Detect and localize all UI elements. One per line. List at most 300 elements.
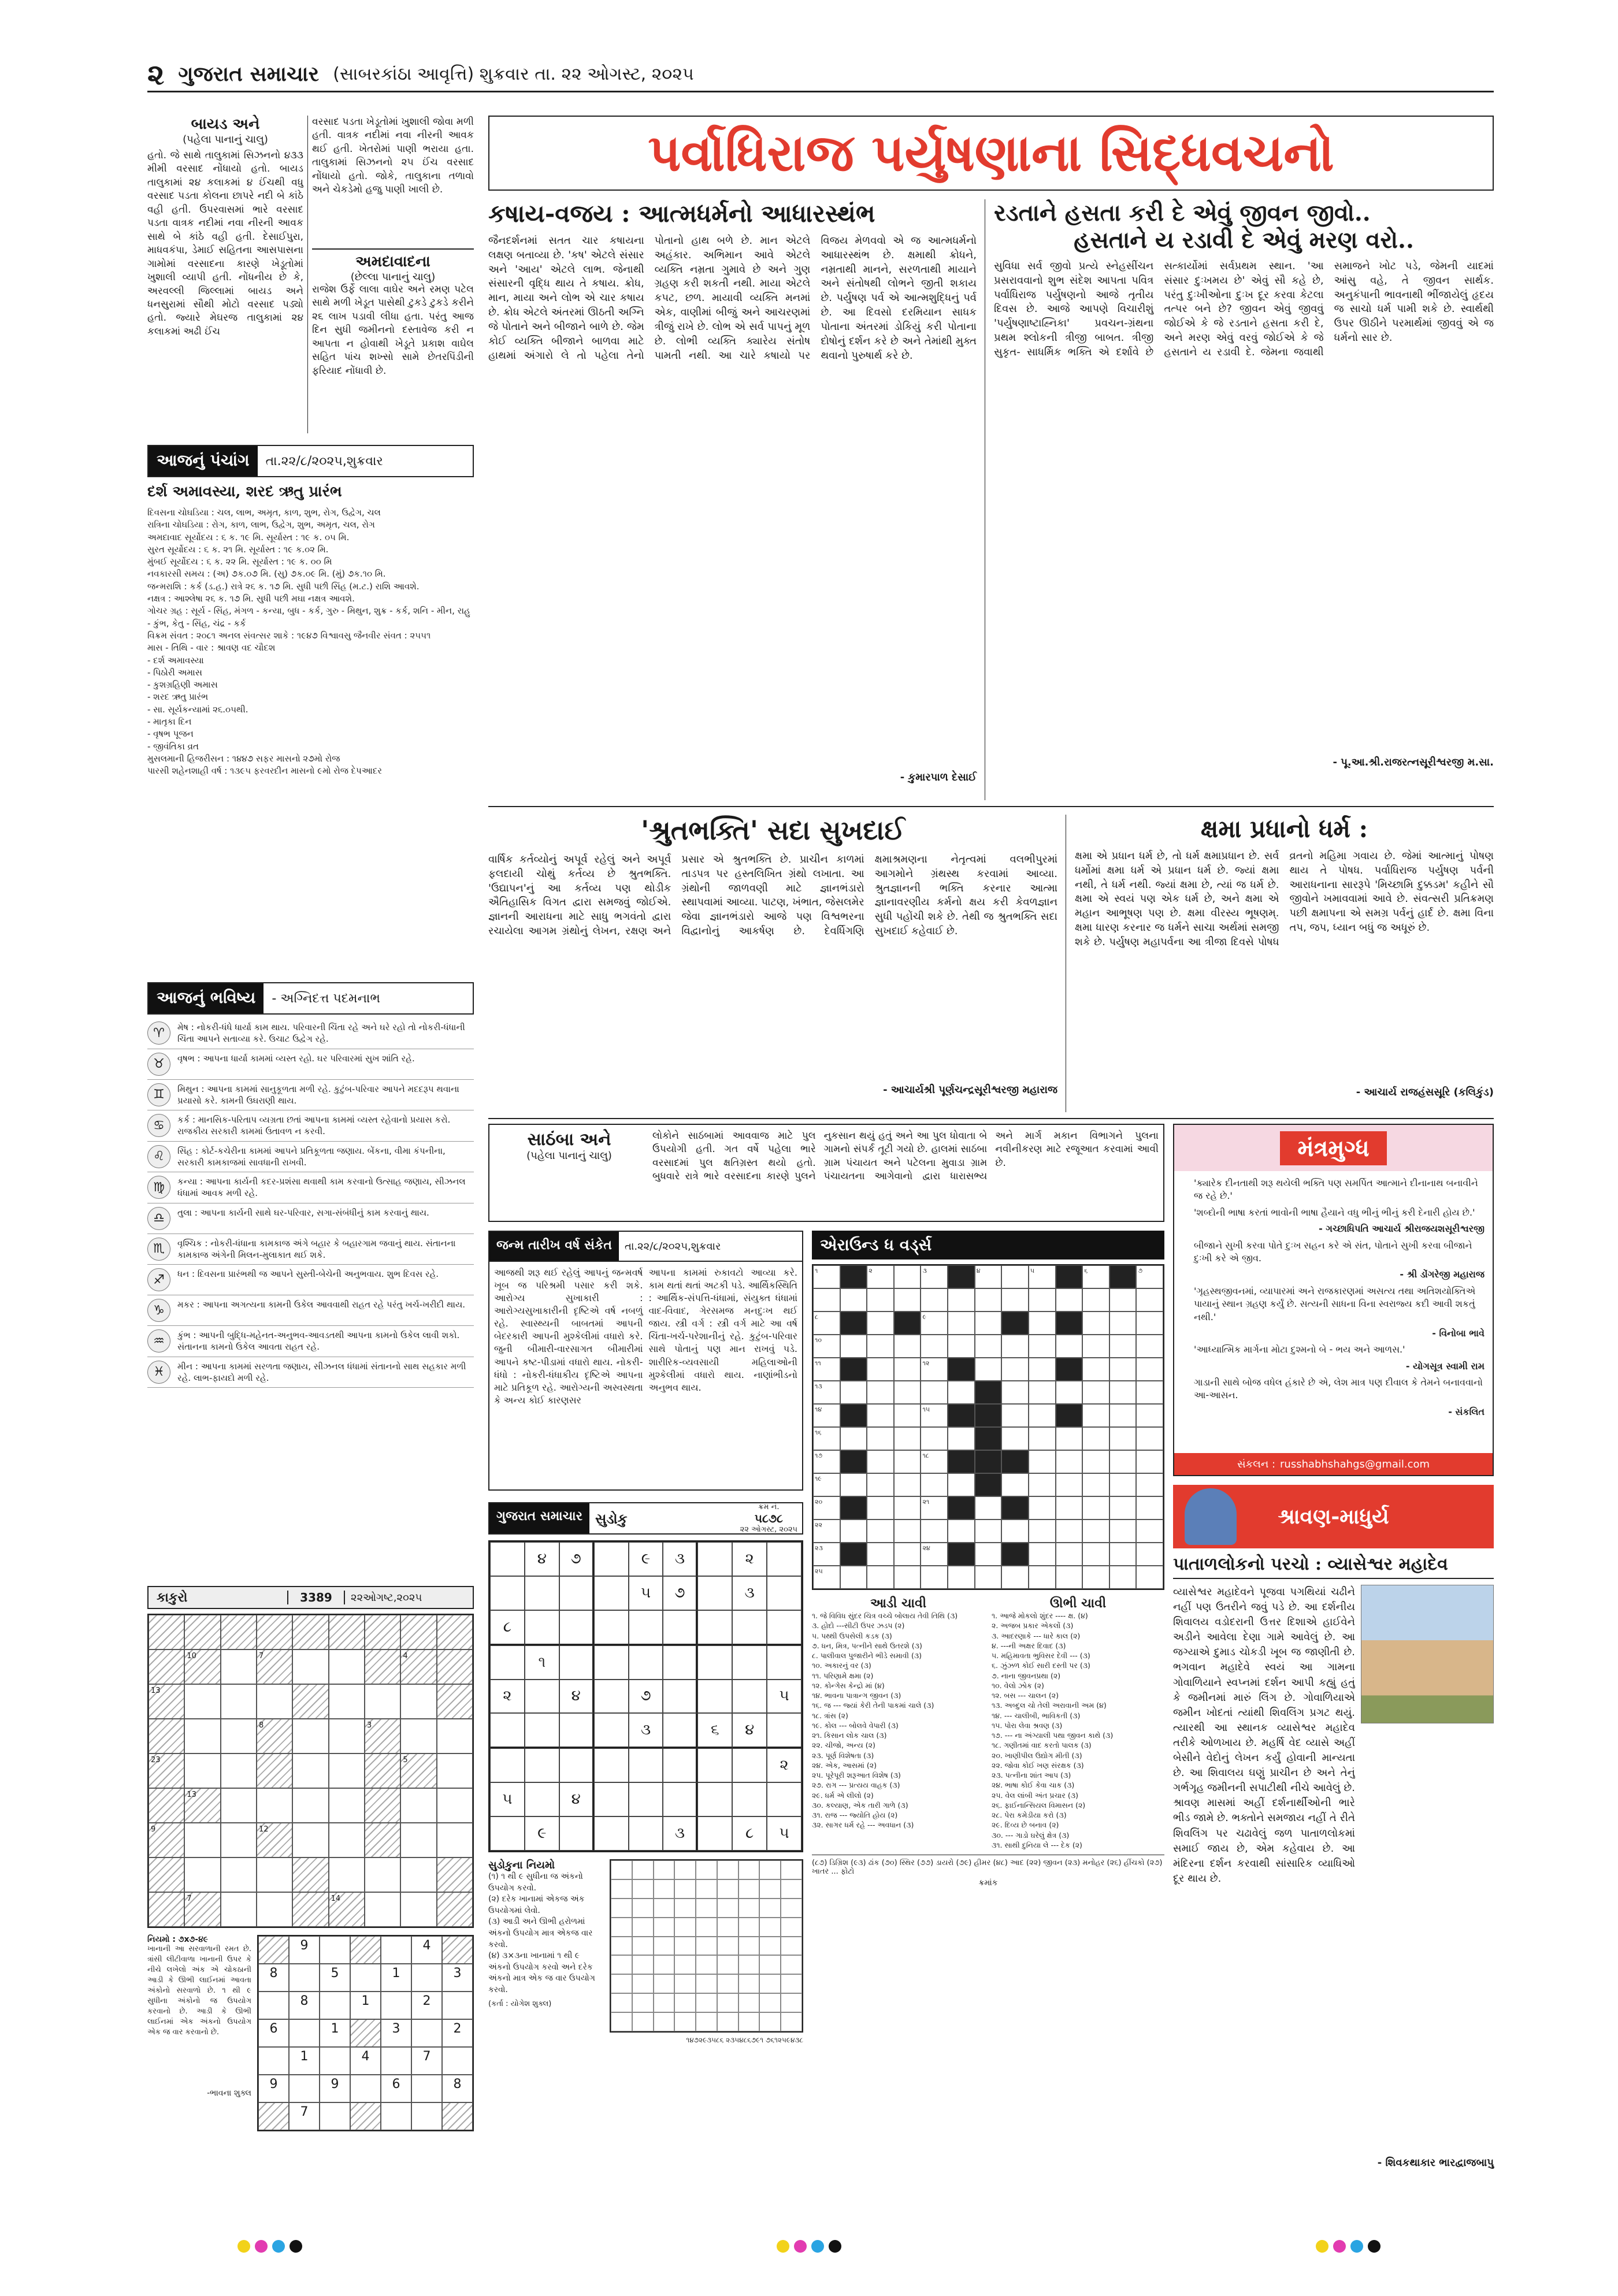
sudoku-cell[interactable] <box>697 1816 732 1851</box>
crossword-cell[interactable] <box>894 1496 921 1519</box>
sudoku-cell[interactable]: ૧ <box>525 1645 559 1680</box>
crossword-cell[interactable]: ૨૨ <box>813 1519 840 1543</box>
crossword-cell[interactable] <box>894 1543 921 1566</box>
sudoku-answer-cell <box>674 1860 696 1879</box>
crossword-cell[interactable] <box>1136 1566 1163 1589</box>
crossword-cell[interactable] <box>975 1496 1002 1519</box>
sudoku-cell[interactable]: ૮ <box>490 1610 525 1645</box>
kakuro-cell[interactable] <box>365 1684 400 1719</box>
crossword-cell[interactable] <box>1082 1358 1109 1381</box>
crossword-cell[interactable] <box>1029 1427 1056 1450</box>
crossword-cell[interactable] <box>1001 1566 1029 1589</box>
crossword-cell[interactable] <box>1056 1496 1083 1519</box>
sudoku-cell[interactable]: ૫ <box>490 1782 525 1816</box>
crossword-cell[interactable]: ૨૫ <box>813 1566 840 1589</box>
crossword-cell[interactable] <box>1136 1335 1163 1358</box>
sudoku-rules-title: સુડોકુના નિયમો <box>488 1859 555 1871</box>
crossword-cell[interactable]: ૧૯ <box>813 1473 840 1496</box>
crossword-cell[interactable] <box>1109 1358 1137 1381</box>
crossword-cell[interactable]: ૯ <box>921 1312 948 1335</box>
crossword-cell[interactable] <box>813 1288 840 1312</box>
crossword-cell[interactable] <box>1136 1519 1163 1543</box>
crossword-cell[interactable] <box>840 1519 867 1543</box>
sudoku-cell[interactable] <box>594 1748 629 1782</box>
sudoku-cell[interactable]: ૪ <box>732 1713 767 1748</box>
crossword-cell[interactable] <box>1001 1381 1029 1404</box>
kakuro-cell[interactable] <box>184 1753 220 1788</box>
crossword-cell[interactable]: ૨૧ <box>921 1496 948 1519</box>
crossword-cell[interactable] <box>1029 1288 1056 1312</box>
sudoku-answer-cell <box>674 1993 696 2012</box>
sudoku-cell[interactable]: ૫ <box>767 1816 801 1851</box>
kakuro-cell[interactable] <box>437 1719 473 1753</box>
sudoku-cell[interactable] <box>663 1782 697 1816</box>
sudoku-cell[interactable] <box>732 1748 767 1782</box>
crossword-cell[interactable] <box>1082 1519 1109 1543</box>
sudoku-cell[interactable]: ૨ <box>490 1680 525 1714</box>
kakuro-cell[interactable] <box>365 1857 400 1892</box>
crossword-cell[interactable] <box>867 1381 894 1404</box>
crossword-cell[interactable] <box>1082 1543 1109 1566</box>
sudoku-cell[interactable]: ૨ <box>767 1748 801 1782</box>
crossword-cell[interactable] <box>1082 1450 1109 1473</box>
bayad-sub: (પહેલા પાનાનું ચાલુ) <box>183 133 268 146</box>
kakuro-grid[interactable] <box>147 1614 474 1928</box>
crossword-cell[interactable] <box>1109 1566 1137 1589</box>
crossword-cell[interactable] <box>948 1288 975 1312</box>
crossword-cell[interactable] <box>1082 1427 1109 1450</box>
crossword-cell[interactable] <box>840 1566 867 1589</box>
sudoku-cell[interactable] <box>559 1748 594 1782</box>
sudoku-cell[interactable] <box>559 1610 594 1645</box>
crossword-cell[interactable] <box>867 1450 894 1473</box>
crossword-cell[interactable] <box>1136 1427 1163 1450</box>
sudoku-cell[interactable]: ૫ <box>629 1576 663 1610</box>
crossword-cell[interactable] <box>1029 1335 1056 1358</box>
crossword-cell[interactable] <box>1136 1496 1163 1519</box>
sudoku-cell[interactable]: ૮ <box>732 1816 767 1851</box>
kakuro-cell[interactable] <box>257 1857 292 1892</box>
kakuro-cell[interactable] <box>257 1788 292 1823</box>
sudoku-cell[interactable] <box>767 1610 801 1645</box>
crossword-cell[interactable] <box>1136 1450 1163 1473</box>
crossword-cell[interactable] <box>1056 1519 1083 1543</box>
sudoku-cell[interactable] <box>594 1816 629 1851</box>
crossword-cell[interactable]: ૧૫ <box>921 1404 948 1427</box>
crossword-cell[interactable] <box>1109 1450 1137 1473</box>
sudoku-cell[interactable] <box>663 1680 697 1714</box>
sudoku-grid[interactable] <box>488 1540 803 1852</box>
crossword-cell[interactable] <box>1029 1519 1056 1543</box>
kakuro-cell[interactable] <box>329 1788 365 1823</box>
sudoku-cell[interactable]: ૯ <box>629 1542 663 1576</box>
sudoku-answer-cell <box>759 1899 781 1918</box>
down-clue: ૨૮. પેરા કમેડીયા કરો (૩) <box>992 1811 1067 1819</box>
crossword-cell[interactable]: ૧૦ <box>813 1335 840 1358</box>
sudoku-cell[interactable] <box>663 1610 697 1645</box>
kakuro-cell[interactable] <box>437 1788 473 1823</box>
crossword-cell[interactable] <box>1056 1473 1083 1496</box>
crossword-cell[interactable] <box>1109 1335 1137 1358</box>
crossword-cell[interactable] <box>975 1519 1002 1543</box>
kakuro-cell[interactable] <box>400 1892 436 1927</box>
sudoku-cell[interactable] <box>594 1610 629 1645</box>
kakuro-cell[interactable] <box>400 1857 436 1892</box>
mantra-email[interactable]: russhabhshahgs@gmail.com <box>1280 1458 1430 1470</box>
crossword-cell[interactable] <box>867 1404 894 1427</box>
crossword-cell[interactable] <box>975 1358 1002 1381</box>
crossword-cell[interactable] <box>894 1265 921 1288</box>
sudoku-cell[interactable]: ૭ <box>663 1576 697 1610</box>
kakuro-cell[interactable] <box>184 1857 220 1892</box>
crossword-cell[interactable] <box>840 1381 867 1404</box>
sudoku-cell[interactable] <box>629 1816 663 1851</box>
crossword-cell[interactable] <box>1082 1381 1109 1404</box>
crossword-cell[interactable] <box>1136 1404 1163 1427</box>
crossword-cell[interactable] <box>975 1543 1002 1566</box>
crossword-grid[interactable] <box>812 1264 1164 1590</box>
kakuro-cell[interactable] <box>329 1684 365 1719</box>
crossword-cell[interactable] <box>894 1450 921 1473</box>
crossword-cell[interactable] <box>948 1381 975 1404</box>
crossword-cell[interactable] <box>1056 1381 1083 1404</box>
crossword-cell[interactable] <box>894 1335 921 1358</box>
crossword-cell[interactable]: ૨૩ <box>813 1543 840 1566</box>
kakuro-cell[interactable] <box>400 1788 436 1823</box>
sudoku-cell[interactable] <box>490 1713 525 1748</box>
sudoku-cell[interactable] <box>697 1748 732 1782</box>
crossword-cell[interactable] <box>1136 1288 1163 1312</box>
sudoku-cell[interactable] <box>767 1645 801 1680</box>
kakuro-cell[interactable] <box>292 1788 328 1823</box>
crossword-cell[interactable] <box>1109 1312 1137 1335</box>
crossword-cell[interactable] <box>1001 1288 1029 1312</box>
sudoku-cell[interactable] <box>732 1610 767 1645</box>
crossword-cell[interactable] <box>1136 1381 1163 1404</box>
crossword-cell[interactable] <box>921 1473 948 1496</box>
crossword-cell[interactable] <box>1109 1543 1137 1566</box>
sudoku-cell[interactable] <box>490 1542 525 1576</box>
sudoku-cell[interactable] <box>525 1782 559 1816</box>
crossword-cell[interactable] <box>921 1335 948 1358</box>
kakuro-cell[interactable] <box>400 1823 436 1857</box>
crossword-cell[interactable]: ૭ <box>1136 1265 1163 1288</box>
crossword-cell[interactable] <box>921 1427 948 1450</box>
crossword-cell[interactable] <box>975 1312 1002 1335</box>
crossword-cell[interactable] <box>1056 1335 1083 1358</box>
crossword-cell[interactable] <box>894 1566 921 1589</box>
crossword-cell[interactable] <box>867 1335 894 1358</box>
crossword-cell[interactable] <box>948 1473 975 1496</box>
sudoku-cell[interactable] <box>594 1645 629 1680</box>
sudoku-cell[interactable] <box>525 1680 559 1714</box>
crossword-cell[interactable] <box>1109 1519 1137 1543</box>
kakuro-cell[interactable] <box>184 1684 220 1719</box>
crossword-cell[interactable]: ૨૦ <box>813 1496 840 1519</box>
crossword-cell[interactable] <box>894 1427 921 1450</box>
crossword-cell[interactable] <box>1029 1404 1056 1427</box>
sudoku-cell[interactable] <box>697 1782 732 1816</box>
crossword-cell[interactable] <box>948 1335 975 1358</box>
kakuro-cell[interactable] <box>329 1753 365 1788</box>
crossword-cell[interactable] <box>1082 1312 1109 1335</box>
sudoku-number: ૫૮૭૮ <box>754 1511 783 1525</box>
crossword-cell[interactable] <box>975 1288 1002 1312</box>
crossword-cell[interactable] <box>894 1358 921 1381</box>
sudoku-cell[interactable]: ૪ <box>559 1782 594 1816</box>
kakuro-cell[interactable] <box>221 1753 257 1788</box>
sudoku-cell[interactable] <box>594 1713 629 1748</box>
sudoku-cell[interactable] <box>663 1748 697 1782</box>
crossword-cell[interactable]: ૧ <box>813 1265 840 1288</box>
crossword-cell[interactable]: ૧૭ <box>813 1450 840 1473</box>
sudoku-cell[interactable] <box>663 1713 697 1748</box>
crossword-cell[interactable] <box>1001 1265 1029 1288</box>
crossword-cell[interactable] <box>975 1566 1002 1589</box>
crossword-cell[interactable] <box>1136 1358 1163 1381</box>
sudoku-cell[interactable]: ૩ <box>629 1713 663 1748</box>
kakuro-cell[interactable] <box>292 1823 328 1857</box>
crossword-block <box>948 1496 975 1519</box>
sudoku-cell[interactable] <box>629 1645 663 1680</box>
crossword-cell[interactable] <box>948 1312 975 1335</box>
kakuro-cell[interactable] <box>400 1684 436 1719</box>
sudoku-answer-cell <box>632 1974 654 1993</box>
crossword-cell[interactable] <box>1056 1566 1083 1589</box>
sudoku-cell[interactable] <box>767 1713 801 1748</box>
panchang-line: - જીવંતિકા વ્રત <box>147 741 199 752</box>
crossword-cell[interactable] <box>867 1312 894 1335</box>
crossword-cell[interactable] <box>867 1566 894 1589</box>
sudoku-cell[interactable]: ૯ <box>525 1816 559 1851</box>
crossword-cell[interactable] <box>948 1427 975 1450</box>
crossword-cell[interactable] <box>1029 1312 1056 1335</box>
crossword-cell[interactable]: ૪ <box>975 1265 1002 1288</box>
kakuro-answer-cell: 7 <box>411 2047 442 2075</box>
crossword-cell[interactable] <box>840 1288 867 1312</box>
kakuro-cell[interactable] <box>329 1857 365 1892</box>
sudoku-cell[interactable] <box>697 1645 732 1680</box>
kakuro-cell[interactable] <box>184 1823 220 1857</box>
crossword-cell[interactable] <box>867 1358 894 1381</box>
kakuro-cell[interactable] <box>221 1684 257 1719</box>
crossword-cell[interactable]: ૨૪ <box>921 1543 948 1566</box>
crossword-cell[interactable] <box>894 1381 921 1404</box>
crossword-cell[interactable] <box>1136 1473 1163 1496</box>
sudoku-cell[interactable] <box>490 1576 525 1610</box>
kakuro-cell[interactable] <box>221 1892 257 1927</box>
sudoku-cell[interactable] <box>490 1816 525 1851</box>
kakuro-cell[interactable] <box>257 1892 292 1927</box>
kakuro-cell[interactable] <box>221 1823 257 1857</box>
crossword-cell[interactable] <box>1029 1566 1056 1589</box>
crossword-cell[interactable] <box>894 1404 921 1427</box>
sudoku-cell[interactable] <box>525 1610 559 1645</box>
crossword-block <box>975 1381 1002 1404</box>
sudoku-cell[interactable] <box>559 1816 594 1851</box>
sudoku-cell[interactable] <box>525 1748 559 1782</box>
crossword-cell[interactable] <box>894 1288 921 1312</box>
crossword-cell[interactable] <box>1029 1450 1056 1473</box>
kakuro-cell[interactable] <box>437 1753 473 1788</box>
crossword-cell[interactable] <box>921 1519 948 1543</box>
sudoku-cell[interactable] <box>559 1713 594 1748</box>
crossword-cell[interactable] <box>1056 1427 1083 1450</box>
crossword-cell[interactable]: ૧૧ <box>813 1358 840 1381</box>
sudoku-cell[interactable] <box>559 1645 594 1680</box>
crossword-cell[interactable] <box>1109 1427 1137 1450</box>
crossword-cell[interactable] <box>867 1473 894 1496</box>
crossword-cell[interactable] <box>1029 1381 1056 1404</box>
crossword-cell[interactable] <box>1082 1566 1109 1589</box>
crossword-cell[interactable] <box>1029 1543 1056 1566</box>
crossword-cell[interactable] <box>1082 1496 1109 1519</box>
crossword-cell[interactable] <box>840 1427 867 1450</box>
kakuro-answer-cell: 5 <box>320 1964 350 1992</box>
crossword-cell[interactable] <box>1001 1358 1029 1381</box>
crossword-cell[interactable]: ૩ <box>921 1265 948 1288</box>
sudoku-cell[interactable]: ૪ <box>559 1680 594 1714</box>
crossword-cell[interactable] <box>867 1496 894 1519</box>
crossword-cell[interactable] <box>921 1566 948 1589</box>
crossword-cell[interactable] <box>1082 1335 1109 1358</box>
sudoku-cell[interactable] <box>490 1645 525 1680</box>
crossword-cell[interactable]: ૨ <box>867 1265 894 1288</box>
crossword-cell[interactable] <box>1109 1473 1137 1496</box>
kakuro-block <box>149 1649 184 1684</box>
crossword-cell[interactable] <box>1082 1288 1109 1312</box>
sudoku-cell[interactable] <box>594 1782 629 1816</box>
crossword-cell[interactable] <box>1001 1519 1029 1543</box>
crossword-cell[interactable] <box>867 1543 894 1566</box>
crossword-cell[interactable] <box>1029 1358 1056 1381</box>
sudoku-cell[interactable] <box>629 1610 663 1645</box>
sudoku-cell[interactable] <box>594 1680 629 1714</box>
crossword-cell[interactable]: ૧૩ <box>813 1381 840 1404</box>
sudoku-cell[interactable]: ૭ <box>629 1680 663 1714</box>
crossword-cell[interactable] <box>1001 1404 1029 1427</box>
crossword-cell[interactable] <box>1109 1288 1137 1312</box>
crossword-cell[interactable] <box>1136 1312 1163 1335</box>
crossword-cell[interactable] <box>867 1427 894 1450</box>
sudoku-cell[interactable] <box>490 1748 525 1782</box>
kakuro-cell[interactable] <box>221 1857 257 1892</box>
crossword-cell[interactable] <box>921 1288 948 1312</box>
sudoku-cell[interactable]: ૩ <box>663 1542 697 1576</box>
sudoku-cell[interactable] <box>525 1713 559 1748</box>
kakuro-cell[interactable] <box>329 1719 365 1753</box>
crossword-cell[interactable] <box>867 1519 894 1543</box>
sudoku-cell[interactable] <box>767 1576 801 1610</box>
sudoku-cell[interactable] <box>767 1542 801 1576</box>
crossword-cell[interactable]: ૮ <box>813 1312 840 1335</box>
sudoku-answer-cell <box>674 2012 696 2031</box>
kakuro-cell[interactable] <box>221 1788 257 1823</box>
kakuro-cell[interactable] <box>437 1823 473 1857</box>
sudoku-cell[interactable] <box>732 1645 767 1680</box>
crossword-cell[interactable] <box>1082 1404 1109 1427</box>
sudoku-cell[interactable] <box>629 1782 663 1816</box>
sudoku-cell[interactable]: ૩ <box>732 1576 767 1610</box>
crossword-cell[interactable]: ૬ <box>1082 1265 1109 1288</box>
crossword-cell[interactable] <box>1109 1381 1137 1404</box>
crossword-cell[interactable]: ૧૨ <box>921 1358 948 1381</box>
sudoku-cell[interactable] <box>559 1576 594 1610</box>
janma-box <box>488 1231 803 1491</box>
sudoku-cell[interactable] <box>697 1610 732 1645</box>
crossword-cell[interactable] <box>1001 1335 1029 1358</box>
sudoku-cell[interactable]: ૫ <box>767 1680 801 1714</box>
sudoku-cell[interactable]: ૨ <box>732 1542 767 1576</box>
sudoku-cell[interactable] <box>697 1576 732 1610</box>
sudoku-cell[interactable] <box>594 1576 629 1610</box>
sudoku-cell[interactable]: ૭ <box>559 1542 594 1576</box>
sudoku-cell[interactable] <box>732 1680 767 1714</box>
crossword-cell[interactable] <box>1109 1496 1137 1519</box>
crossword-cell[interactable] <box>1056 1288 1083 1312</box>
crossword-cell[interactable] <box>1056 1450 1083 1473</box>
kakuro-cell[interactable] <box>221 1649 257 1684</box>
crossword-cell[interactable] <box>894 1519 921 1543</box>
crossword-cell[interactable] <box>1109 1404 1137 1427</box>
kakuro-cell[interactable] <box>365 1892 400 1927</box>
sudoku-cell[interactable]: ૬ <box>697 1713 732 1748</box>
sudoku-cell[interactable] <box>697 1680 732 1714</box>
sudoku-cell[interactable] <box>525 1576 559 1610</box>
sudoku-cell[interactable] <box>697 1542 732 1576</box>
sudoku-cell[interactable] <box>767 1782 801 1816</box>
across-clue: ૧. જે વિવિધ સુંદર ચિત્ર વચ્ચે બોલાય તેવી તિથિ (૩) <box>812 1611 958 1620</box>
sudoku-cell[interactable]: ૩ <box>663 1816 697 1851</box>
crossword-cell[interactable] <box>894 1473 921 1496</box>
crossword-cell[interactable]: ૫ <box>1029 1265 1056 1288</box>
kakuro-cell[interactable] <box>329 1823 365 1857</box>
kakuro-cell[interactable] <box>400 1719 436 1753</box>
kakuro-cell[interactable] <box>329 1649 365 1684</box>
crossword-cell[interactable] <box>921 1381 948 1404</box>
kakuro-cell[interactable] <box>292 1753 328 1788</box>
crossword-cell[interactable]: ૧૬ <box>813 1427 840 1450</box>
sudoku-cell[interactable] <box>732 1782 767 1816</box>
crossword-cell[interactable] <box>1056 1543 1083 1566</box>
crossword-cell[interactable] <box>1001 1473 1029 1496</box>
kakuro-rules: ખાનાની આ સરવાળાની રમત છે. ત્રાંસી લીટીવાળા ખાનાની ઉપર કે નીચે લખેલો અંક એ ચોકઠાની આડી કે ઊભી લાઈનમાં આવતા અંકોનો સરવાળો છે. ૧ થી ૯ સુધીના અંકોનો જ ઉપયોગ કરવાનો છે. આડી કે ઊભી લાઈનમાં એક અંકનો ઉપયોગ એક જ વાર કરવાનો છે. <box>147 1945 251 2037</box>
kakuro-cell[interactable] <box>221 1719 257 1753</box>
sudoku-cell[interactable]: ૪ <box>525 1542 559 1576</box>
kakuro-cell[interactable] <box>292 1719 328 1753</box>
crossword-cell[interactable] <box>948 1519 975 1543</box>
crossword-cell[interactable] <box>1001 1427 1029 1450</box>
crossword-cell[interactable] <box>1082 1473 1109 1496</box>
crossword-cell[interactable] <box>975 1335 1002 1358</box>
crossword-cell[interactable] <box>1136 1543 1163 1566</box>
crossword-cell[interactable] <box>840 1335 867 1358</box>
sudoku-cell[interactable] <box>629 1748 663 1782</box>
crossword-cell[interactable] <box>1029 1496 1056 1519</box>
kakuro-cell[interactable] <box>292 1649 328 1684</box>
crossword-cell[interactable] <box>867 1288 894 1312</box>
sudoku-cell[interactable] <box>663 1645 697 1680</box>
crossword-cell[interactable] <box>1029 1473 1056 1496</box>
kakuro-cell[interactable] <box>257 1684 292 1719</box>
sudoku-cell[interactable] <box>594 1542 629 1576</box>
crossword-cell[interactable] <box>948 1566 975 1589</box>
crossword-cell[interactable] <box>840 1473 867 1496</box>
crossword-cell[interactable]: ૧૮ <box>921 1450 948 1473</box>
sudoku-answer-grid <box>610 1859 803 2033</box>
kakuro-cell[interactable] <box>184 1719 220 1753</box>
crossword-cell[interactable]: ૧૪ <box>813 1404 840 1427</box>
